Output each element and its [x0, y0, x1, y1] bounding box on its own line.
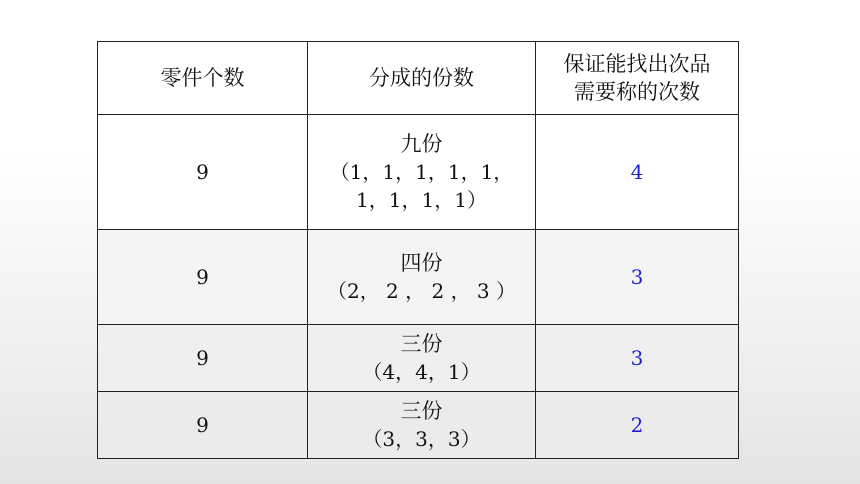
header-weigh-times — [536, 42, 739, 115]
split-cell — [308, 325, 536, 392]
split-label: 三份 — [400, 332, 443, 356]
table-row — [98, 230, 739, 325]
header-parts-count-label: 零件个数 — [160, 66, 245, 90]
header-split-count — [308, 42, 536, 115]
split-values-line1: （2， 2 ， 2 ， 3 ） — [326, 279, 517, 303]
times-cell: 3 — [536, 325, 739, 392]
table-row — [98, 115, 739, 230]
split-cell — [308, 115, 536, 230]
parts-cell: 9 — [98, 325, 308, 392]
times-cell: 4 — [536, 115, 739, 230]
table-header-row — [98, 42, 739, 115]
times-cell: 2 — [536, 392, 739, 459]
split-cell — [308, 230, 536, 325]
table-row — [98, 392, 739, 459]
table-row — [98, 325, 739, 392]
parts-cell: 9 — [98, 392, 308, 459]
split-label: 四份 — [400, 251, 443, 275]
parts-cell: 9 — [98, 230, 308, 325]
split-label: 九份 — [400, 132, 443, 156]
weighing-table-container — [97, 41, 738, 458]
split-cell — [308, 392, 536, 459]
header-parts-count — [98, 42, 308, 115]
weighing-table — [97, 41, 739, 459]
split-values-line1: （4，4，1） — [362, 360, 481, 384]
times-cell: 3 — [536, 230, 739, 325]
header-split-count-label: 分成的份数 — [369, 66, 474, 90]
split-values-line1: （1，1，1，1，1， — [329, 160, 514, 184]
split-values-line2: 1，1，1，1） — [356, 188, 487, 212]
header-weigh-times-line1: 保证能找出次品 — [563, 52, 711, 76]
split-values-line1: （3，3，3） — [362, 427, 481, 451]
split-label: 三份 — [400, 399, 443, 423]
parts-cell: 9 — [98, 115, 308, 230]
header-weigh-times-line2: 需要称的次数 — [574, 80, 700, 104]
